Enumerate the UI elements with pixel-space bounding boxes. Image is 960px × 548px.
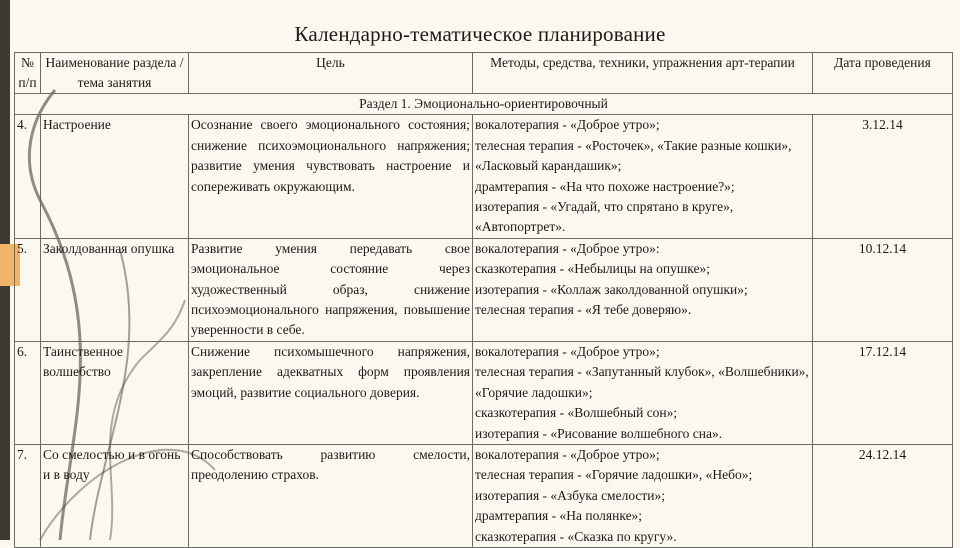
row-date: 17.12.14 xyxy=(813,341,953,444)
row-topic: Со смелостью и в огонь и в воду xyxy=(41,444,189,547)
method-item: изотерапия - «Азбука смелости»; xyxy=(475,487,666,503)
row-goal: Развитие умения передавать свое эмоциональное состояние через художественный образ, снижение психоэмоционального напряжения, повышение уверенности в себе. xyxy=(189,238,473,341)
table-row xyxy=(15,341,953,444)
row-number: 6. xyxy=(15,341,41,444)
row-goal: Способствовать развитию смелости, преодолению страхов. xyxy=(189,444,473,547)
method-item: вокалотерапия - «Доброе утро»: xyxy=(475,240,660,256)
row-methods xyxy=(473,238,813,341)
method-item: изотерапия - «Угадай, что спрятано в круге», «Автопортрет». xyxy=(475,199,734,235)
method-item: телесная терапия - «Я тебе доверяю». xyxy=(475,302,692,318)
page-title: Календарно-тематическое планирование xyxy=(294,22,666,46)
row-methods xyxy=(473,341,813,444)
header-name: Наименование раздела / тема занятия xyxy=(41,53,189,94)
method-item: сказкотерапия - «Сказка по кругу». xyxy=(475,528,677,544)
row-date: 3.12.14 xyxy=(813,115,953,238)
header-goal: Цель xyxy=(189,53,473,94)
section-title: Раздел 1. Эмоционально-ориентировочный xyxy=(15,94,953,115)
section-row xyxy=(15,94,953,115)
row-topic: Таинственное волшебство xyxy=(41,341,189,444)
planning-table xyxy=(14,52,953,548)
header-row xyxy=(15,53,953,94)
row-goal: Осознание своего эмоционального состояния; снижение психоэмоционального напряжения; развитие умения чувствовать настроение и сопереживать окружающим. xyxy=(189,115,473,238)
row-topic: Настроение xyxy=(41,115,189,238)
method-item: вокалотерапия - «Доброе утро»; xyxy=(475,117,660,133)
method-item: телесная терапия - «Горячие ладошки», «Небо»; xyxy=(475,467,753,483)
row-date: 24.12.14 xyxy=(813,444,953,547)
method-item: телесная терапия - «Росточек», «Такие разные кошки», «Ласковый карандашик»; xyxy=(475,137,792,174)
method-item: изотерапия - «Рисование волшебного сна». xyxy=(475,425,723,441)
method-item: вокалотерапия - «Доброе утро»; xyxy=(475,446,660,462)
row-methods xyxy=(473,115,813,238)
method-item: драмтерапия - «На полянке»; xyxy=(475,508,643,524)
method-item: сказкотерапия - «Волшебный сон»; xyxy=(475,405,678,421)
method-item: изотерапия - «Коллаж заколдованной опушки»; xyxy=(475,281,748,297)
row-goal: Снижение психомышечного напряжения, закрепление адекватных форм проявления эмоций, развитие социального доверия. xyxy=(189,341,473,444)
table-row xyxy=(15,444,953,547)
header-date: Дата проведения xyxy=(813,53,953,94)
method-item: телесная терапия - «Запутанный клубок», «Волшебники», «Горячие ладошки»; xyxy=(475,364,809,400)
row-topic: Заколдованная опушка xyxy=(41,238,189,341)
method-item: сказкотерапия - «Небылицы на опушке»; xyxy=(475,261,710,277)
table-row xyxy=(15,238,953,341)
header-methods: Методы, средства, техники, упражнения арт-терапии xyxy=(473,53,813,94)
header-num: № п/п xyxy=(15,53,41,94)
row-number: 7. xyxy=(15,444,41,547)
row-date: 10.12.14 xyxy=(813,238,953,341)
row-methods xyxy=(473,444,813,547)
row-number: 5. xyxy=(15,238,41,341)
row-number: 4. xyxy=(15,115,41,238)
method-item: драмтерапия - «На что похоже настроение?»; xyxy=(475,178,735,194)
table-row xyxy=(15,115,953,238)
method-item: вокалотерапия - «Доброе утро»; xyxy=(475,343,660,359)
